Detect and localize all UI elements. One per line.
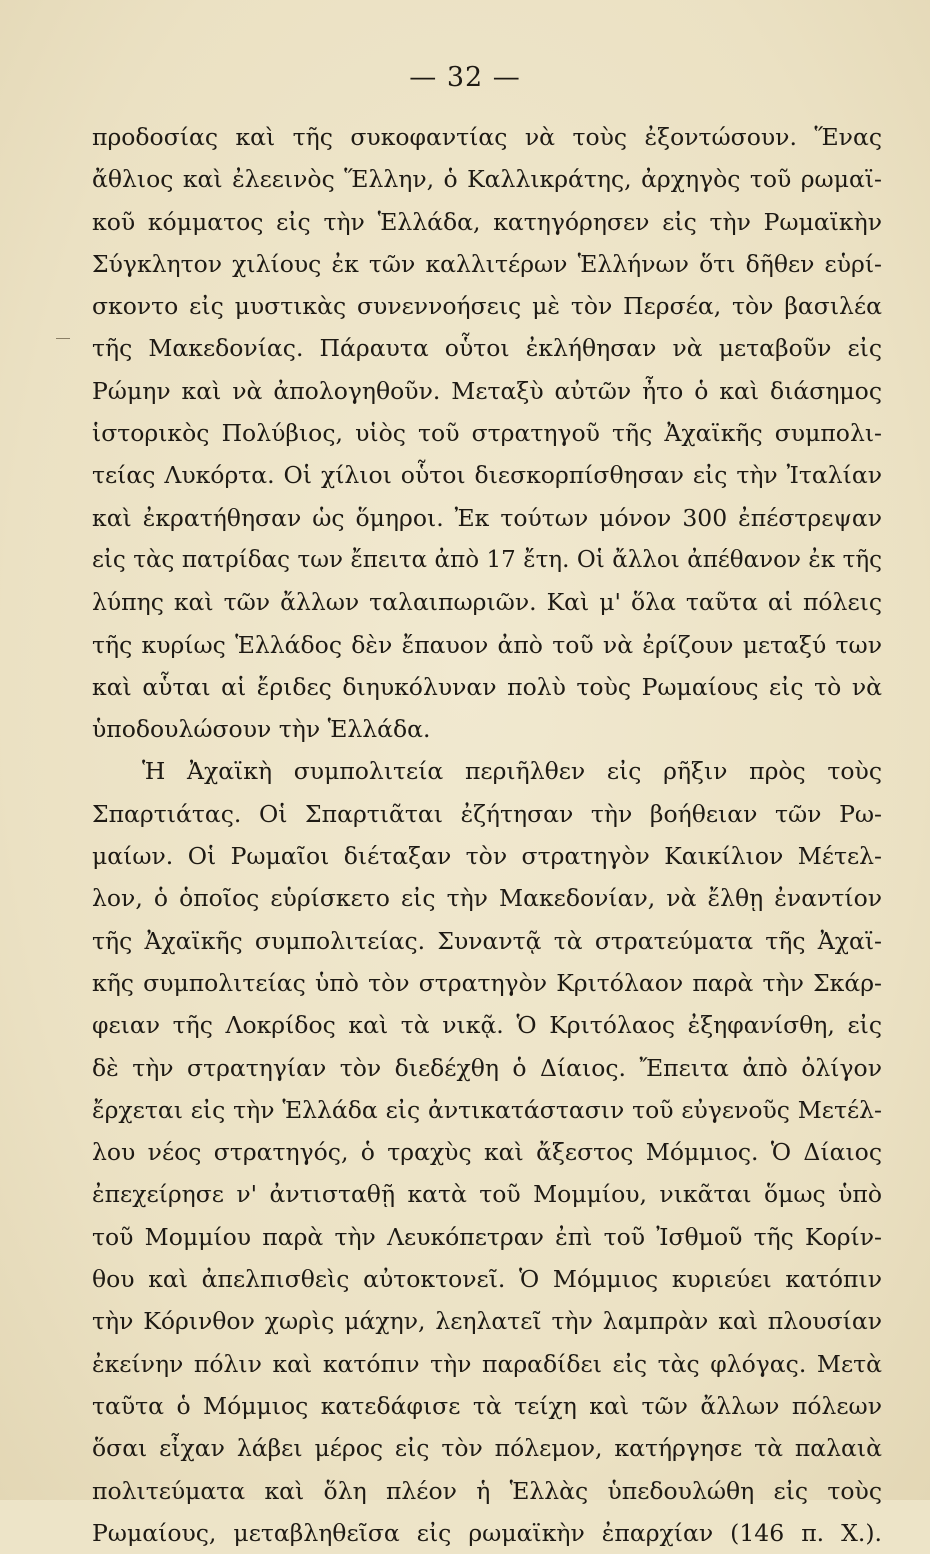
margin-mark	[56, 338, 70, 339]
text-line: κῆς συμπολιτείας ὑπὸ τὸν στρατηγὸν Κριτόλαον παρὰ τὴν Σκάρ-	[92, 968, 882, 997]
text-line: πολιτεύματα καὶ ὅλη πλέον ἡ Ἑλλὰς ὑπεδουλώθη εἰς τοὺς	[92, 1476, 882, 1505]
text-line: εἰς τὰς πατρίδας των ἔπειτα ἀπὸ 17 ἔτη. Οἱ ἄλλοι ἀπέθανον ἐκ τῆς	[92, 546, 882, 573]
text-line: τῆς Ἀχαϊκῆς συμπολιτείας. Συναντᾷ τὰ στρατεύματα τῆς Ἀχαϊ-	[92, 926, 882, 955]
text-line: ὑποδουλώσουν τὴν Ἑλλάδα.	[92, 715, 431, 744]
text-line: λύπης καὶ τῶν ἄλλων ταλαιπωριῶν. Καὶ μ' ὅλα ταῦτα αἱ πόλεις	[92, 588, 882, 617]
page-number: — 32 —	[409, 62, 521, 93]
text-line: καὶ αὗται αἱ ἔριδες διηυκόλυναν πολὺ τοὺς Ρωμαίους εἰς τὸ νὰ	[92, 672, 882, 701]
text-line: ἐκείνην πόλιν καὶ κατόπιν τὴν παραδίδει εἰς τὰς φλόγας. Μετὰ	[92, 1349, 882, 1378]
text-line: τείας Λυκόρτα. Οἱ χίλιοι οὗτοι διεσκορπίσθησαν εἰς τὴν Ἰταλίαν	[92, 461, 882, 490]
text-line: Σπαρτιάτας. Οἱ Σπαρτιᾶται ἐζήτησαν τὴν βοήθειαν τῶν Ρω-	[92, 799, 882, 828]
text-line: ἄθλιος καὶ ἐλεεινὸς Ἕλλην, ὁ Καλλικράτης, ἀρχηγὸς τοῦ ρωμαϊ-	[92, 165, 882, 194]
text-line: λον, ὁ ὁποῖος εὑρίσκετο εἰς τὴν Μακεδονίαν, νὰ ἔλθῃ ἐναντίον	[92, 884, 882, 913]
text-line: ἐπεχείρησε ν' ἀντισταθῇ κατὰ τοῦ Μομμίου, νικᾶται ὅμως ὑπὸ	[92, 1180, 882, 1209]
text-line: ταῦτα ὁ Μόμμιος κατεδάφισε τὰ τείχη καὶ τῶν ἄλλων πόλεων	[92, 1391, 882, 1420]
text-line: δὲ τὴν στρατηγίαν τὸν διεδέχθη ὁ Δίαιος. Ἔπειτα ἀπὸ ὀλίγον	[92, 1053, 882, 1082]
text-line: Ρωμαίους, μεταβληθεῖσα εἰς ρωμαϊκὴν ἐπαρχίαν (146 π. Χ.).	[92, 1518, 882, 1547]
text-line: κοῦ κόμματος εἰς τὴν Ἑλλάδα, κατηγόρησεν εἰς τὴν Ρωμαϊκὴν	[92, 207, 882, 236]
body-text	[92, 116, 882, 1554]
text-line: Ρώμην καὶ νὰ ἀπολογηθοῦν. Μεταξὺ αὐτῶν ἦτο ὁ καὶ διάσημος	[92, 376, 882, 405]
text-line: τὴν Κόρινθον χωρὶς μάχην, λεηλατεῖ τὴν λαμπρὰν καὶ πλουσίαν	[92, 1307, 882, 1336]
text-line: τῆς Μακεδονίας. Πάραυτα οὗτοι ἐκλήθησαν νὰ μεταβοῦν εἰς	[92, 334, 882, 363]
text-line: λου νέος στρατηγός, ὁ τραχὺς καὶ ἄξεστος Μόμμιος. Ὁ Δίαιος	[92, 1138, 882, 1167]
text-line: ἱστορικὸς Πολύβιος, υἱὸς τοῦ στρατηγοῦ τῆς Ἀχαϊκῆς συμπολι-	[92, 419, 882, 448]
text-line: θου καὶ ἀπελπισθεὶς αὐτοκτονεῖ. Ὁ Μόμμιος κυριεύει κατόπιν	[92, 1265, 882, 1294]
text-line: προδοσίας καὶ τῆς συκοφαντίας νὰ τοὺς ἐξοντώσουν. Ἕνας	[92, 123, 882, 151]
text-line: Ἡ Ἀχαϊκὴ συμπολιτεία περιῆλθεν εἰς ρῆξιν πρὸς τοὺς	[142, 757, 882, 786]
text-line: Σύγκλητον χιλίους ἐκ τῶν καλλιτέρων Ἑλλήνων ὅτι δῆθεν εὑρί-	[92, 249, 882, 278]
text-line: τοῦ Μομμίου παρὰ τὴν Λευκόπετραν ἐπὶ τοῦ Ἰσθμοῦ τῆς Κορίν-	[92, 1222, 882, 1251]
text-line: καὶ ἐκρατήθησαν ὡς ὅμηροι. Ἐκ τούτων μόνον 300 ἐπέστρεψαν	[92, 503, 882, 532]
text-line: ἔρχεται εἰς τὴν Ἑλλάδα εἰς ἀντικατάστασιν τοῦ εὐγενοῦς Μετέλ-	[92, 1095, 882, 1124]
text-line: σκοντο εἰς μυστικὰς συνεννοήσεις μὲ τὸν Περσέα, τὸν βασιλέα	[92, 292, 882, 321]
text-line: τῆς κυρίως Ἑλλάδος δὲν ἔπαυον ἀπὸ τοῦ νὰ ἐρίζουν μεταξύ των	[92, 630, 882, 659]
text-line: φειαν τῆς Λοκρίδος καὶ τὰ νικᾷ. Ὁ Κριτόλαος ἐξηφανίσθη, εἰς	[92, 1011, 882, 1040]
text-line: μαίων. Οἱ Ρωμαῖοι διέταξαν τὸν στρατηγὸν Καικίλιον Μέτελ-	[92, 842, 882, 871]
text-line: ὅσαι εἶχαν λάβει μέρος εἰς τὸν πόλεμον, κατήργησε τὰ παλαιὰ	[92, 1434, 882, 1463]
